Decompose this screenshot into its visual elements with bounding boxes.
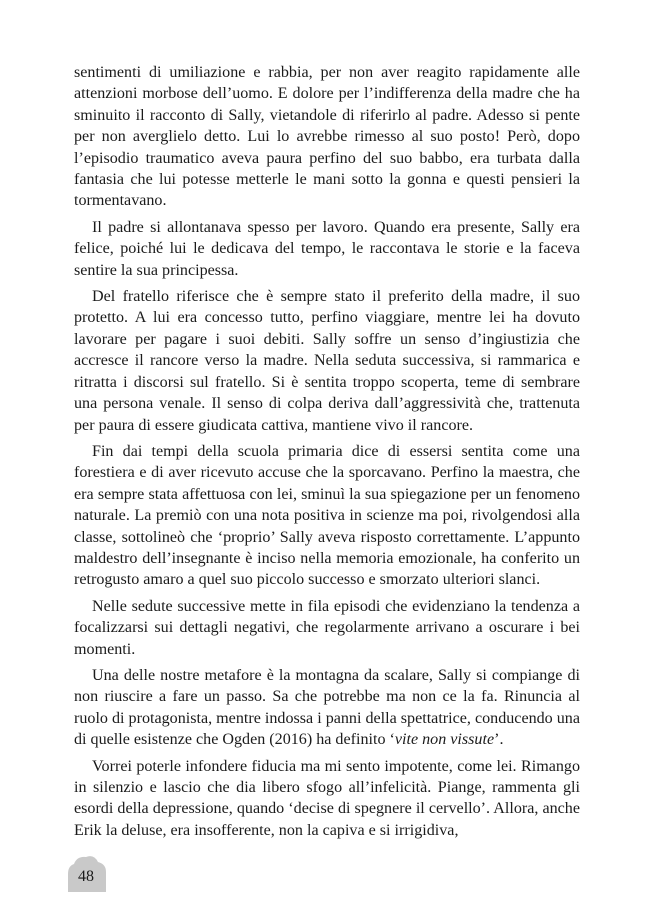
paragraph-6-text: Una delle nostre metafore è la montagna da scalare, Sally si compiange di non riuscire a fare un passo. Sa che potrebbe ma non ce la fa. Rinuncia al ruolo di protagonista, mentre indossa i panni della spettatrice, conducendo una di quelle esistenze che Ogden (2016) ha definito ‘ (74, 666, 580, 749)
page-number-tab (64, 852, 112, 892)
page-number: 48 (78, 868, 94, 885)
paragraph-6-emphasis: vite non vissute (394, 731, 495, 749)
paragraph-2: Il padre si allontanava spesso per lavoro. Quando era presente, Sally era felice, poiché lui le dedicava del tempo, le raccontava le storie e la faceva sentire la sua principessa. (74, 218, 580, 279)
body-text (74, 62, 580, 846)
paragraph-6-closing: ’. (494, 731, 504, 749)
paragraph-7: Vorrei poterle infondere fiducia ma mi sento impotente, come lei. Rimango in silenzio e lascio che dia libero sfogo all’infelicità. Piange, rammenta gli esordi della depressione, quando ‘decise di spegnere il cervello’. Allora, anche Erik la deluse, era insofferente, non la capiva e si irrigidiva, (74, 757, 580, 839)
paragraph-6 (74, 665, 580, 751)
paragraph-5: Nelle sedute successive mette in fila episodi che evidenziano la tendenza a focalizzarsi sui dettagli negativi, che regolarmente arrivano a oscurare i bei momenti. (74, 597, 580, 658)
paragraph-3: Del fratello riferisce che è sempre stato il preferito della madre, il suo protetto. A lui era concesso tutto, perfino viaggiare, mentre lei ha dovuto lavorare per pagare i suoi debiti. Sally soffre un senso d’ingiustizia che accresce il rancore verso la madre. Nella seduta successiva, si rammarica e ritratta i discorsi sul fratello. Si è sentita troppo scoperta, teme di sembrare una persona venale. Il senso di colpa deriva dall’aggressività che, trattenuta per paura di essere giudicata cattiva, mantiene vivo il rancore. (74, 288, 580, 434)
paragraph-4: Fin dai tempi della scuola primaria dice di essersi sentita come una forestiera e di aver ricevuto accuse che la sporcavano. Perfino la maestra, che era sempre stata affettuosa con lei, sminuì la sua spiegazione per un fenomeno naturale. La premiò con una nota positiva in scienze ma poi, rivolgendosi alla classe, sottolineò che ‘proprio’ Sally aveva risposto correttamente. L’appunto maldestro dell’insegnante è inciso nella memoria emozionale, ha conferito un retrogusto amaro a quel suo piccolo successo e smorzato ulteriori slanci. (74, 442, 580, 589)
paragraph-1: sentimenti di umiliazione e rabbia, per non aver reagito rapidamente alle attenzioni morbose dell’uomo. E dolore per l’indifferenza della madre che ha sminuito il racconto di Sally, vietandole di riferirlo al padre. Adesso si pente per non averglielo detto. Lui lo avrebbe rimesso al suo posto! Però, dopo l’episodio traumatico aveva paura perfino del suo babbo, era turbata dalla fantasia che lui potesse metterle le mani sotto la gonna e questi pensieri la tormentavano. (74, 64, 580, 210)
